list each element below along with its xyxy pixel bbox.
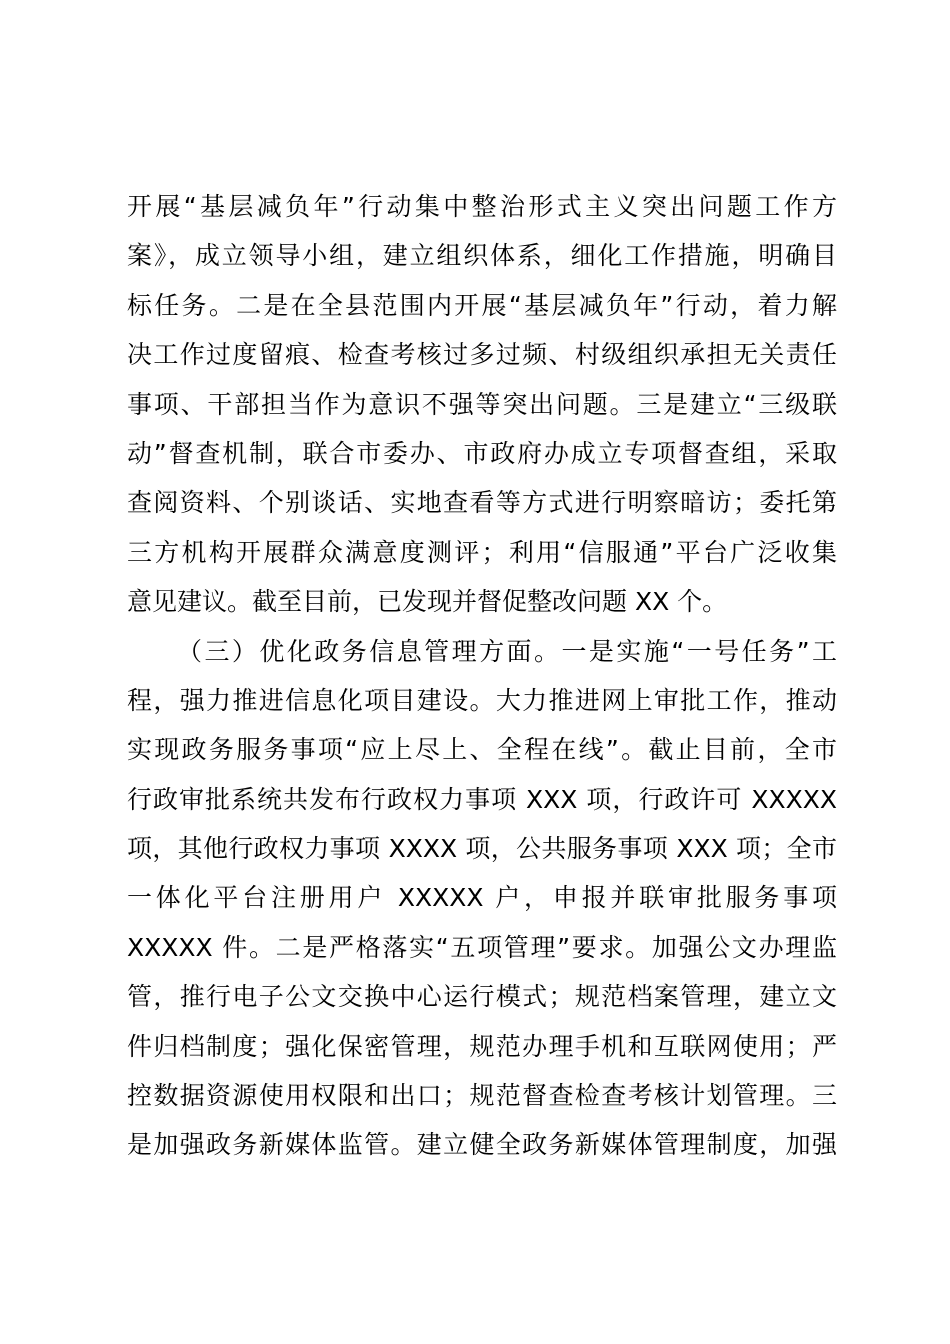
- text-line: 查阅资料、个别谈话、实地查看等方式进行明察暗访；委托第: [127, 488, 837, 518]
- text-line: 三方机构开展群众满意度测评；利用“信服通”平台广泛收集: [127, 537, 837, 567]
- text-line: 项，其他行政权力事项 XXXX 项，公共服务事项 XXX 项；全市: [127, 834, 837, 864]
- text-line: 程，强力推进信息化项目建设。大力推进网上审批工作，推动: [127, 685, 837, 715]
- text-line: 开展“基层减负年”行动集中整治形式主义突出问题工作方: [127, 192, 837, 221]
- text-line: 行政审批系统共发布行政权力事项 XXX 项，行政许可 XXXXX: [127, 784, 837, 814]
- text-line: 一体化平台注册用户 XXXXX 户，申报并联审批服务事项: [127, 883, 837, 913]
- text-line: 件归档制度；强化保密管理，规范办理手机和互联网使用；严: [127, 1031, 837, 1061]
- paragraph-end-line: 意见建议。截至目前，已发现并督促整改问题 XX 个。: [127, 587, 728, 617]
- section-heading-line: （三）优化政务信息管理方面。一是实施“一号任务”工: [177, 636, 837, 666]
- text-line: 案》，成立领导小组，建立组织体系，细化工作措施，明确目: [127, 241, 837, 271]
- text-line: 是加强政务新媒体监管。建立健全政务新媒体管理制度，加强: [127, 1130, 837, 1160]
- text-line: 控数据资源使用权限和出口；规范督查检查考核计划管理。三: [127, 1081, 837, 1111]
- text-line: XXXXX 件。二是严格落实“五项管理”要求。加强公文办理监: [127, 932, 837, 962]
- text-line: 事项、干部担当作为意识不强等突出问题。三是建立“三级联: [127, 389, 837, 419]
- text-line: 标任务。二是在全县范围内开展“基层减负年”行动，着力解: [127, 290, 837, 320]
- text-line: 动”督查机制，联合市委办、市政府办成立专项督查组，采取: [127, 438, 837, 468]
- text-line: 实现政务服务事项“应上尽上、全程在线”。截止目前，全市: [127, 735, 837, 765]
- text-line: 决工作过度留痕、检查考核过多过频、村级组织承担无关责任: [127, 340, 837, 370]
- body-text: [127, 182, 837, 1170]
- text-line: 管，推行电子公文交换中心运行模式；规范档案管理，建立文: [127, 982, 837, 1012]
